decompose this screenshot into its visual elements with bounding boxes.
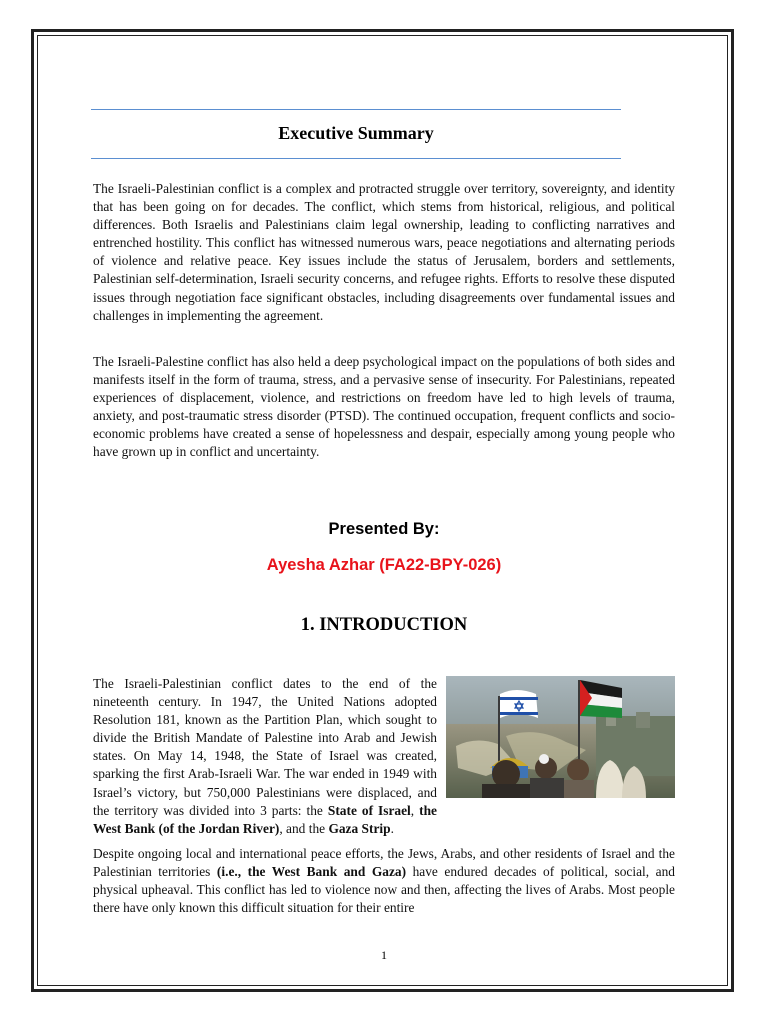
author-name: Ayesha Azhar (FA22-BPY-026) [266,556,502,574]
intro-period: . [390,820,394,836]
term-west-bank: the West Bank (of the Jordan River) [93,802,437,836]
page-number: 1 [381,948,387,962]
intro-paragraph-2 [93,845,675,917]
intro-separator-1: , [410,802,420,818]
intro-paragraph-2-start: Despite ongoing local and international peace efforts, the Jews, Arabs, and other residents of Israel and the Palestinian territories [93,845,675,879]
term-gaza-strip: Gaza Strip [328,820,391,836]
introduction-body [93,675,675,917]
presented-by-label: Presented By: [328,520,440,538]
introduction-heading: 1. INTRODUCTION [300,615,468,635]
conflict-photo [446,676,675,798]
conflict-photo-illustration [446,676,675,798]
summary-paragraph-1: The Israeli-Palestinian conflict is a complex and protracted struggle over territory, sovereignty, and identity that has been going on for decades. The conflict, which stems from historical, religious, and political differences. Both Israelis and Palestinians claim legal ownership, leading to conflicting narratives and entrenched hostility. This conflict has witnessed numerous wars, peace negotiations and alternating periods of violence and relative peace. Key issues include the status of Jerusalem, borders and settlements, Palestinian self-determination, Israeli security concerns, and refugee rights. Efforts to resolve these disputed issues through negotiation face significant obstacles, including disagreements over fundamental issues and challenges in implementing the agreement. [93,181,675,323]
intro-separator-2: , and the [279,820,329,836]
term-state-of-israel: State of Israel [327,802,411,818]
title-rule-top [91,109,621,110]
intro-paragraph-2-end: have endured decades of political, social, and physical upheaval. This conflict has led to violence now and then, affecting the lives of Arabs. Most people there have only known this difficult situation for their entire [93,863,675,916]
intro-paragraph-2-bold: (i.e., the West Bank and Gaza) [216,863,407,879]
summary-paragraph-2: The Israeli-Palestine conflict has also held a deep psychological impact on the populations of both sides and manifests itself in the form of trauma, stress, and a pervasive sense of insecurity. For Palestinians, repeated experiences of displacement, violence, and restrictions on freedom have led to high levels of trauma, anxiety, and post-traumatic stress disorder (PTSD). The continued occupation, frequent conflicts and socio-economic problems have created a sense of hopelessness and despair, especially among young people who have grown up in conflict and uncertainty. [93,354,675,460]
title-rule-bottom [91,158,621,159]
executive-summary-title: Executive Summary [278,123,434,143]
intro-paragraph-1-text: The Israeli-Palestinian conflict dates to the end of the nineteenth century. In 1947, the United Nations adopted Resolution 181, known as the Partition Plan, which sought to divide the British Mandate of Palestine into Arab and Jewish states. On May 14, 1948, the State of Israel was created, sparking the first Arab-Israeli War. The war ended in 1949 with Israel’s victory, but 750,000 Palestinians were displaced, and the territory was divided into 3 parts: the [93,676,437,818]
